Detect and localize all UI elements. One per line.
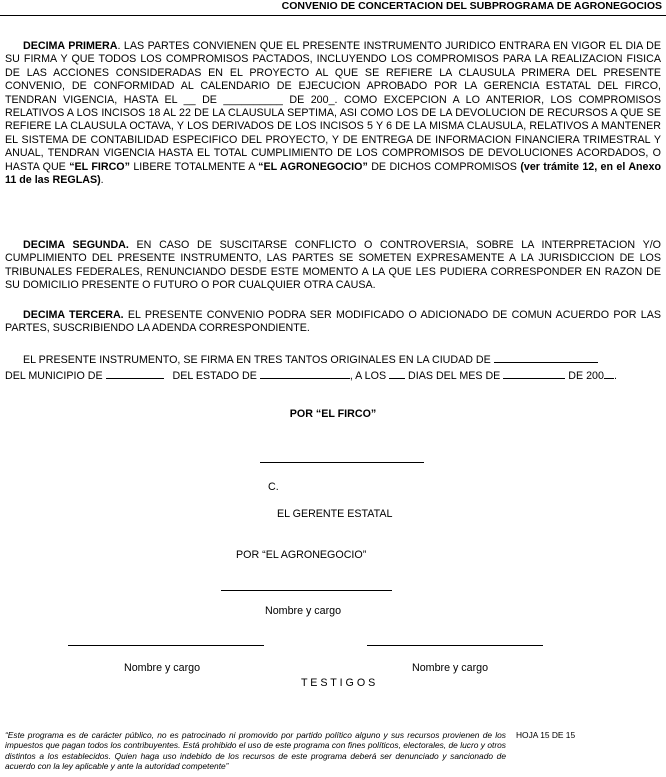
month-blank [503,368,565,379]
clause-end: . [100,174,104,187]
por-agronegocio-heading: POR “EL AGRONEGOCIO” [236,549,367,561]
clause-text-mid2: DE DICHOS COMPROMISOS [367,160,521,173]
firco-signature-line [260,462,424,463]
signing-text-5: DIAS DEL MES DE [408,370,501,382]
clause-label: DECIMA PRIMERA [23,40,118,52]
testigos-heading: T E S T I G O S [301,677,376,689]
year-blank [604,368,614,379]
clause-text-mid: LIBERE TOTALMENTE A [129,160,259,173]
day-blank [389,368,405,379]
witness-left-nombre-cargo: Nombre y cargo [124,662,201,674]
state-blank [260,368,350,379]
signing-text-1: EL PRESENTE INSTRUMENTO, SE FIRMA EN TRES TANTOS ORIGINALES EN LA CIUDAD DE [23,354,491,366]
signing-text-4: , A LOS [349,370,387,382]
page-number: HOJA 15 DE 15 [516,730,576,740]
clause-label: DECIMA SEGUNDA. [23,239,129,251]
clause-decima-segunda [5,239,661,293]
municipality-blank [106,368,164,379]
c-label: C. [268,481,279,493]
clause-text: EN CASO DE SUSCITARSE CONFLICTO O CONTROVERSIA, SOBRE LA INTERPRETACION Y/O CUMPLIMIENTO DEL PRESENTE INSTRUMENTO, LAS PARTES SE SOMETEN EXPRESAMENTE A LA JURISDICCION DE LOS TRIBUNALES FEDERALES, RENUNCIANDO DESDE ESTE MOMENTO A LA QUE LES PUDIERA CORRESPONDER EN RAZON DE SU DOMICILIO PRESENTE O FUTURO O POR CUALQUIER OTRA CAUSA. [5,239,661,292]
agronegocio-signature-line [221,590,392,591]
clause-label: DECIMA TERCERA. [23,309,124,321]
city-blank [494,352,598,363]
document-header: CONVENIO DE CONCERTACION DEL SUBPROGRAMA DE AGRONEGOCIOS [281,0,662,12]
clause-text: EL PRESENTE CONVENIO PODRA SER MODIFICADO O ADICIONADO DE COMUN ACUERDO POR LAS PARTES, SUSCRIBIENDO LA ADENDA CORRESPONDIENTE. [5,309,661,335]
witness-right-nombre-cargo: Nombre y cargo [412,662,489,674]
signing-text-3: DEL ESTADO DE [172,370,257,382]
por-firco-heading: POR “EL FIRCO” [289,408,377,420]
witness-right-signature-line [367,645,543,646]
footer-disclaimer: “Este programa es de carácter público, no es patrocinado ni promovido por partido político alguno y sus recursos provienen de los impuestos que pagan todos los contribuyentes. Está prohibido el uso de este programa con fines políticos, electorales, de lucro y otros distintos a los establecidos. Quien haga uso indebido de los recursos de este programa deberá ser denunciado y sancionado de acuerdo con la ley aplicable y ante la autoridad competente” [5,730,506,771]
agronegocio-term: “EL AGRONEGOCIO” [258,160,368,173]
clause-text: . LAS PARTES CONVIENEN QUE EL PRESENTE INSTRUMENTO JURIDICO ENTRARA EN VIGOR EL DIA DE SU FIRMA Y QUE TODOS LOS COMPROMISOS PACTADOS, INCLUYENDO LOS COMPROMISOS PARA LA REALIZACION FISICA DE LAS ACCIONES CONSIDERADAS EN EL PROYECTO AL QUE SE REFIERE LA CLAUSULA PRIMERA DEL PRESENTE CONVENIO, DE CONFORMIDAD AL CALENDARIO DE EJECUCION APROBADO POR LA GERENCIA ESTATAL DEL FIRCO, TENDRAN VIGENCIA, HASTA EL __ DE __________ DE 200_. COMO EXCEPCION A LO ANTERIOR, LOS COMPROMISOS RELATIVOS A LOS INCISOS 18 AL 22 DE LA CLAUSULA SEPTIMA, ASI COMO LOS DE LA DEVOLUCION DE RECURSOS A QUE SE REFIERE LA CLAUSULA OCTAVA, Y LOS DERIVADOS DE LOS INCISOS 5 Y 6 DE LA MISMA CLAUSULA, RELATIVOS A MANTENER EL SISTEMA DE CONTABILIDAD ESPECIFICO DEL PROYECTO, Y DE ENTREGA DE INFORMACION FINANCIERA TRIMESTRAL Y ANUAL, TENDRAN VIGENCIA HASTA EL TOTAL CUMPLIMIENTO DE LOS COMPROMISOS DE DEVOLUCIONES ACORDADOS, O HASTA QUE [5,40,661,173]
firco-term: “EL FIRCO” [69,160,130,173]
header-rule [0,15,666,16]
gerente-estatal-label: EL GERENTE ESTATAL [277,508,393,520]
annex-reference: (ver trámite 12, en el Anexo 11 de las REGLAS) [5,160,661,187]
agronegocio-nombre-cargo: Nombre y cargo [265,605,342,617]
signing-end: . [613,370,617,382]
witness-left-signature-line [68,645,264,646]
signing-paragraph [5,352,661,384]
clause-decima-primera [5,40,661,187]
clause-decima-tercera [5,309,661,336]
signing-text-2: DEL MUNICIPIO DE [5,370,103,382]
signing-text-6: DE 200 [568,370,604,382]
